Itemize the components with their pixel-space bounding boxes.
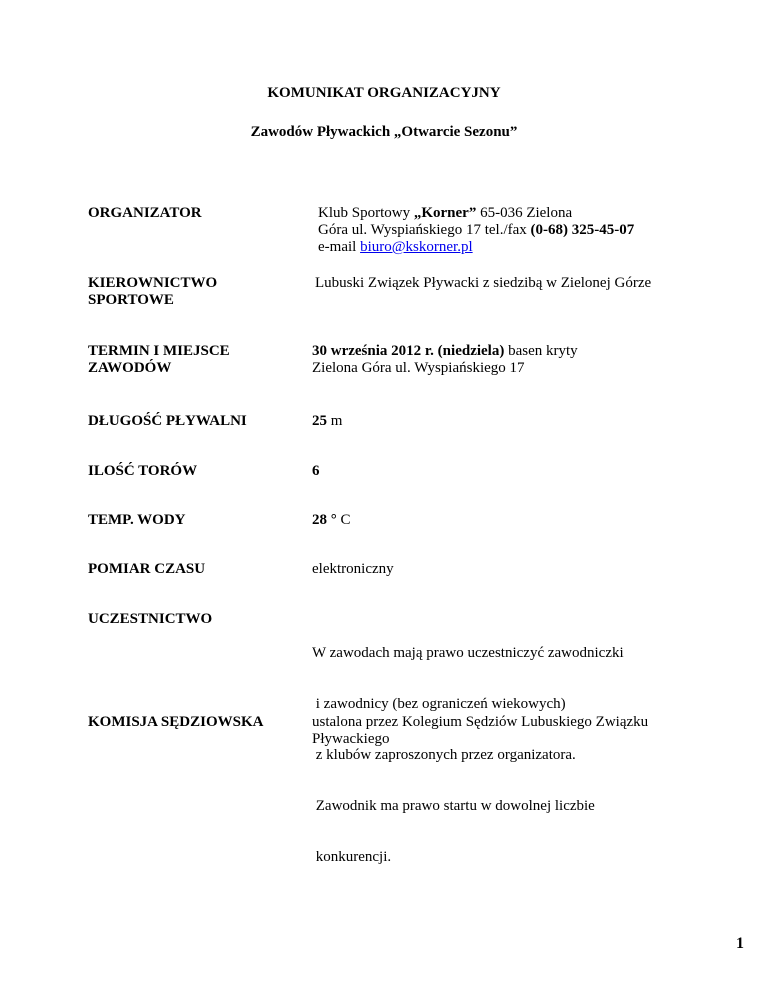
document-subtitle: Zawodów Pływackich „Otwarcie Sezonu” [250,124,518,140]
value-termin: 30 września 2012 r. (niedziela) basen kryty Zielona Góra ul. Wyspiańskiego 17 [312,343,578,376]
label-organizator: ORGANIZATOR [88,205,202,221]
value-dlugosc: 25 m [312,413,343,429]
label-kierownictwo: KIEROWNICTWO SPORTOWE [88,275,218,308]
label-pomiar: POMIAR CZASU [88,561,206,577]
document-title: KOMUNIKAT ORGANIZACYJNY [267,85,501,101]
label-dlugosc: DŁUGOŚĆ PŁYWALNI [88,413,247,429]
organizator-line-1: Klub Sportowy „Korner” 65-036 Zielona [318,205,573,221]
organizator-line-2: Góra ul. Wyspiańskiego 17 tel./fax (0-68) 325-45-07 [318,222,635,238]
label-uczestnictwo: UCZESTNICTWO [88,611,213,627]
label-tory: ILOŚĆ TORÓW [88,463,198,479]
label-temp: TEMP. WODY [88,512,186,528]
page-number: 1 [736,935,744,952]
value-temp: 28 ° C [312,512,351,528]
organizator-line-3: e-mail biuro@kskorner.pl [318,239,473,255]
value-pomiar: elektroniczny [312,561,394,577]
value-kierownictwo: Lubuski Związek Pływacki z siedzibą w Zielonej Górze [315,275,652,291]
label-termin: TERMIN I MIEJSCE ZAWODÓW [88,343,230,376]
label-komisja: KOMISJA SĘDZIOWSKA [88,714,264,730]
value-organizator [318,205,708,256]
value-tory: 6 [312,463,320,479]
value-komisja: ustalona przez Kolegium Sędziów Lubuskiego Związku Pływackiego [312,714,649,747]
value-uczestnictwo: W zawodach mają prawo uczestniczyć zawodniczki i zawodnicy (bez ograniczeń wiekowych) z klubów zaproszonych przez organizatora. Zawodnik ma prawo startu w dowolnej liczbie konkurencji. [312,645,624,865]
email-link[interactable]: biuro@kskorner.pl [360,239,473,255]
